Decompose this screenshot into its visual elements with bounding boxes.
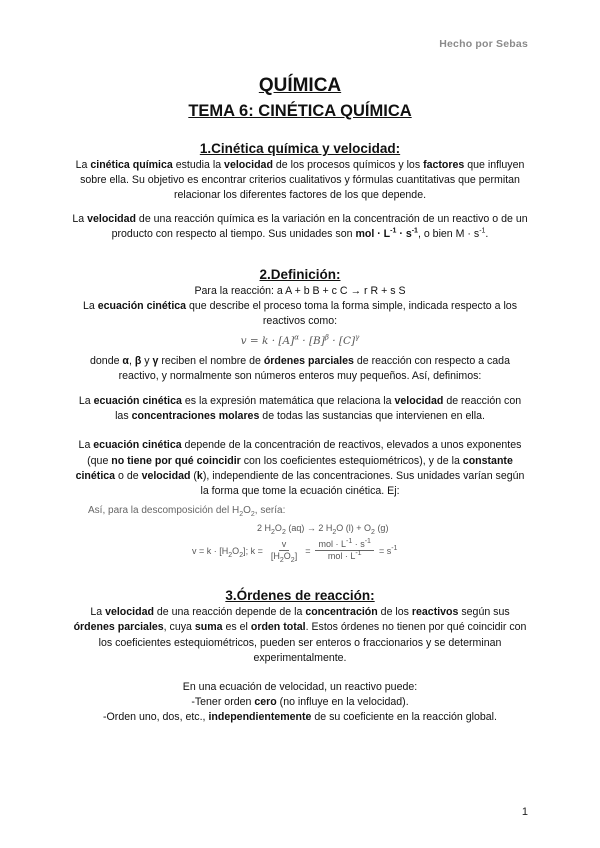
fraction-v-over-concentration: $\frac{v}{[H_2O_2]}$ (270, 539, 298, 565)
section-3-paragraph-2: En una ecuación de velocidad, un reactivo puede: (182, 681, 418, 694)
decomposition-reaction: 2 $H_2O_2$ (aq) → 2 $H_2O$ $(l) + O_2$ (g) (257, 523, 389, 537)
section-1-heading: 1.Cinética química y velocidad: (199, 141, 401, 156)
rate-law-formula: $v = k \cdot [A]^\alpha \cdot [B]^\beta \cdot [C]^\gamma$ (240, 333, 360, 347)
page-number: 1 (521, 806, 528, 818)
topic-title: TEMA 6: CINÉTICA QUÍMICA (188, 102, 412, 120)
section-2-paragraph-2: donde α, β y γ reciben el nombre de órdenes parciales de reacción con respecto a cada reactivo, y normalmente son números enteros muy pequeños. Así, definimos: (90, 354, 510, 382)
section-2-paragraph-1: La ecuación cinética que describe el proceso toma la forma simple, indicada respecto a los reactivos como: (83, 300, 517, 328)
section-2-heading: 2.Definición: (259, 267, 341, 283)
section-1-paragraph-1: La cinética química estudia la velocidad de los procesos químicos y los factores que influyen sobre ella. Su objetivo es encontrar criterios cualitativos y fórmulas cuantitativas que permitan relacionar los diferentes factores de los que depende. (75, 159, 525, 202)
section-2-paragraph-3: La ecuación cinética es la expresión matemática que relaciona la velocidad de reacción con las concentraciones molares de todas las sustancias que intervienen en ella. (78, 395, 522, 423)
section-3-heading: 3.Órdenes de reacción: (225, 588, 375, 604)
document-title: QUÍMICA (258, 75, 342, 96)
author-note: Hecho por Sebas (439, 38, 528, 50)
document-body (72, 74, 528, 726)
rate-constant-derivation: $v = k \cdot [H_2O_2]$; k = $\frac{v}{[H_2O_2]}$ = $\frac{mol \cdot L^{-1} \cdot s^{-1}}{mol \cdot L^{-1}}$ = $s^{-1}$ (192, 538, 398, 565)
section-3-list-item-1: -Tener orden cero (no influye en la velocidad). (191, 696, 409, 709)
reaction-line: Para la reacción: a A + b B + c C → r R + s S (194, 285, 406, 298)
section-3-paragraph-1: La velocidad de una reacción depende de la concentración de los reactivos según sus órdenes parciales, cuya suma es el orden total. Estos órdenes no tienen por qué coincidir con los coeficientes estequiométricos, pueden ser enteros o fraccionarios y se determinan experimentalmente. (73, 606, 527, 664)
section-2-paragraph-4: La ecuación cinética depende de la concentración de reactivos, elevados a unos exponentes (que no tiene por qué coincidir con los coeficientes estequiométricos), y de la constante cinética o de velocidad (k), independiente de las concentraciones. Sus unidades varían según la forma que tome la ecuación cinética. Ej: (75, 439, 525, 498)
fraction-units: $\frac{mol \cdot L^{-1} \cdot s^{-1}}{mol \cdot L^{-1}}$ (315, 539, 373, 562)
section-1-paragraph-2: La velocidad de una reacción química es la variación en la concentración de un reactivo o de un producto con respecto al tiempo. Sus unidades son mol · $L^{-1} \cdot s^{-1}$, o bien $M \cdot s^{-1}$. (72, 212, 528, 240)
example-figure (72, 505, 528, 567)
section-3-list-item-2: -Orden uno, dos, etc., independientemente de su coeficiente en la reacción global. (103, 711, 497, 724)
example-intro: Así, para la descomposición del $H_2O_2$, sería: (88, 505, 286, 519)
